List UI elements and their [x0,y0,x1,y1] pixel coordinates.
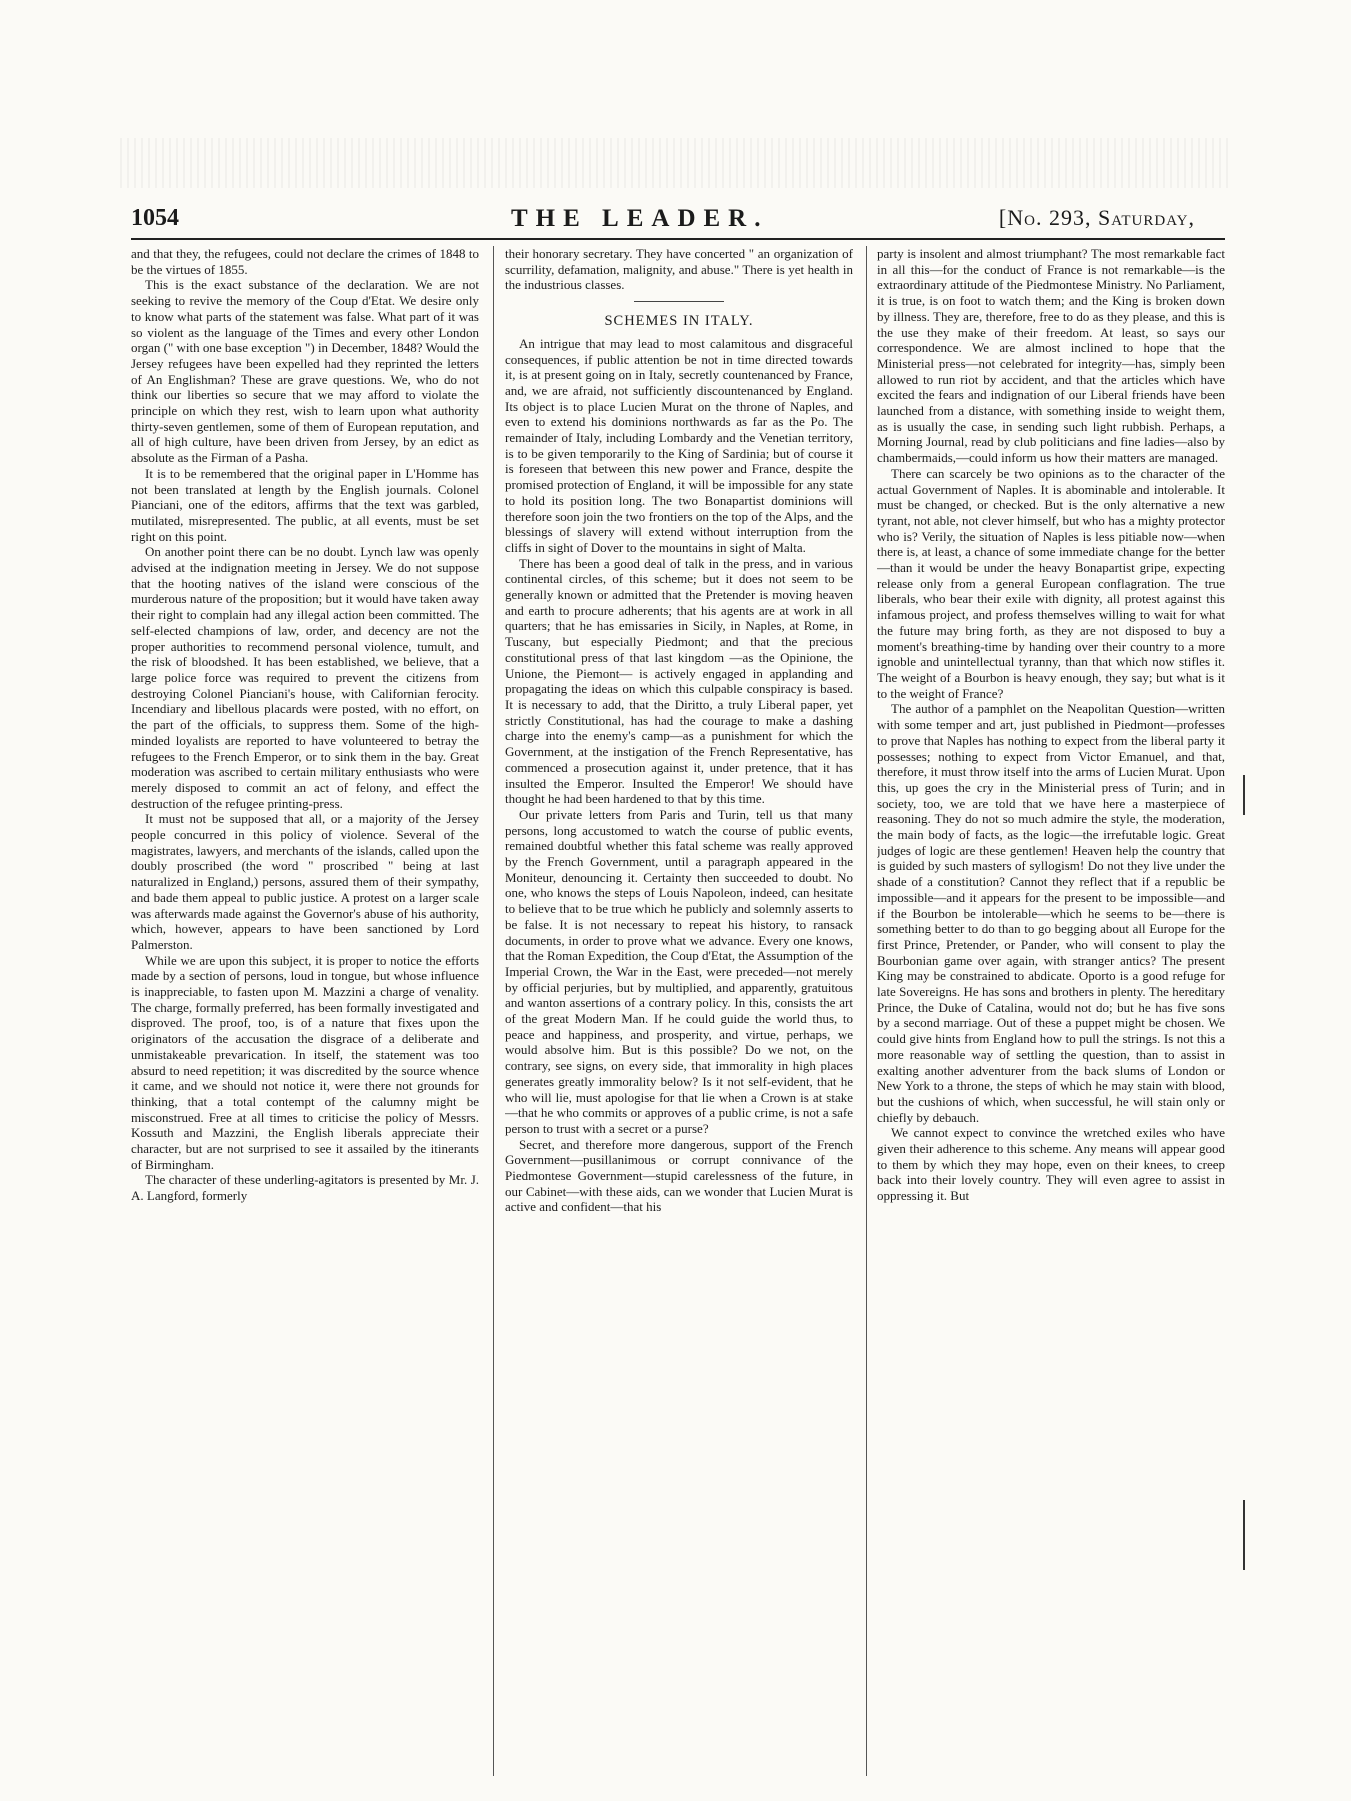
paragraph: On another point there can be no doubt. Lynch law was openly advised at the indignation meeting in Jersey. We do not suppose that the hooting natives of the island were conscious of the murderous nature of the proposition; but it would have taken away their right to complain had any illegal action been committed. The self-elected champions of law, order, and decency are not the proper authorities to recommend personal violence, tumult, and the risk of bloodshed. It has been established, we believe, that a large police force was required to prevent the citizens from destroying Colonel Pianciani's house, with Californian ferocity. Incendiary and libellous placards were posted, with no effort, on the part of the officials, to suppress them. Some of the high-minded loyalists are reported to have volunteered to betray the refugees to the French Emperor, or to sink them in the bay. Great moderation was ascribed to certain military enthusiasts who were merely disposed to commit an act of felony, and effect the destruction of the refugee printing-press. [131,544,479,811]
issue-label: [No. 293, Saturday, [998,205,1195,230]
column-divider [866,246,867,1776]
masthead-rule [131,238,1225,240]
paragraph: party is insolent and almost triumphant? The most remarkable fact in all this—for the conduct of France is not remarkable—is the extraordinary attitude of the Piedmontese Ministry. No Parliament, it is true, is on foot to watch them; and the King is broken down by illness. They are, therefore, free to do as they please, and this is the use they make of their freedom. At least, so says our correspondence. We are almost inclined to hope that the Ministerial press—not celebrated for integrity—has, simply been allowed to run riot by accident, and that the articles which have excited the fears and indignation of our Liberal friends have been launched from a distance, with something inside to weight them, as is usually the case, in sending such light rubbish. Perhaps, a Morning Journal, read by club politicians and fine ladies—also by chambermaids,—could inform us how their matters are managed. [877,246,1225,466]
margin-mark [1243,775,1245,815]
section-rule [634,301,724,302]
paragraph: Our private letters from Paris and Turin, tell us that many persons, long accustomed to watch the course of public events, remained doubtful whether this fatal scheme was really approved by the French Government, until a paragraph appeared in the Moniteur, denouncing it. Certainty then succeeded to doubt. No one, who knows the steps of Louis Napoleon, indeed, can hesitate to believe that to be true which he publicly and solemnly asserts to be false. It is not necessary to repeat his history, to ransack documents, in order to prove what we advance. Every one knows, that the Roman Expedition, the Coup d'Etat, the Assumption of the Imperial Crown, the War in the East, were preceded—not merely by official perjuries, but by multiplied, and apparently, gratuitous and wanton assertions of a contrary policy. In this, consists the art of the great Modern Man. If he could guide the world thus, to peace and happiness, and prosperity, and virtue, perhaps, we would absolve him. But is this possible? Do we not, on the contrary, see signs, on every side, that immorality in high places generates greatly immorality below? Is it not self-evident, that he who will lie, must apologise for that lie when a Crown is at stake—that he who commits or approves of a public crime, is not a safe person to trust with a secret or a purse? [505,806,853,1136]
page-number: 1054 [131,205,179,231]
paragraph: It must not be supposed that all, or a majority of the Jersey people concurred in this policy of violence. Several of the magistrates, lawyers, and merchants of the islands, called upon the doubly proscribed (the word " proscribed " being at last naturalized in England,) persons, assured them of their sympathy, and bade them appeal to public justice. A protest on a larger scale was afterwards made against the Governor's abuse of his authority, which, however, appears to have been sanctioned by Lord Palmerston. [131,811,479,952]
paragraph: Secret, and therefore more dangerous, support of the French Government—pusillanimous or corrupt connivance of the Piedmontese Government—stupid carelessness of the future, in our Cabinet—with these aids, can we wonder that Lucien Murat is active and confident—that his [505,1136,853,1215]
paragraph: This is the exact substance of the declaration. We are not seeking to revive the memory of the Coup d'Etat. We desire only to know what parts of the statement was false. What part of it was so violent as the language of the Times and every other London organ (" with one base exception ") in December, 1848? Would the Jersey refugees have been expelled had they reprinted the letters of An Englishman? These are grave questions. We, who do not think our liberties so secure that we may afford to violate the principle on which they rest, wish to learn upon what authority thirty-seven gentlemen, some of them of European reputation, and all of high culture, have been driven from Jersey, by an edict as absolute as the Firman of a Pasha. [131,277,479,466]
paragraph: There has been a good deal of talk in the press, and in various continental circles, of this scheme; but it does not seem to be generally known or admitted that the Pretender is moving heaven and earth to procure adherents; that his agents are at work in all quarters; that he has emissaries in Sicily, in Naples, at Rome, in Tuscany, but especially Piedmont; and that the precious constitutional press of that last kingdom —as the Opinione, the Unione, the Piemont— is actively engaged in applanding and propagating the ideas on which this culpable conspiracy is based. It is necessary to add, that the Diritto, a truly Liberal paper, yet strictly Constitutional, has had the courage to make a dashing charge into the enemy's camp—as a punishment for which the Government, at the instigation of the French Representative, has commenced a prosecution against it, under pretence, that it has insulted the Emperor. Insulted the Emperor! We should have thought he had been hardened to that by this time. [505,555,853,807]
column-2 [505,246,853,1786]
scan-artifact [120,138,1230,188]
paragraph: There can scarcely be two opinions as to the character of the actual Government of Naples. It is abominable and intolerable. It must be changed, or checked. But is the only alternative a new tyrant, not able, not clever himself, but who has a mighty protector who is? Verily, the situation of Naples is less pitiable now—when there is, at least, a chance of some immediate change for the better—than it would be under the heavy Bonapartist gripe, expecting release only from a general European conflagration. The true liberals, who bear their exile with dignity, all protest against this infamous project, and profess themselves willing to wait for what the future may bring forth, as they are not disposed to buy a moment's breathing-time by handing over their country to a more ignoble and unintellectual tyranny, than that which now stifles it. The weight of a Bourbon is heavy enough, they say; but what is it to the weight of France? [877,465,1225,701]
newspaper-title: THE LEADER. [511,205,769,232]
column-divider [493,246,494,1776]
paragraph: The character of these underling-agitators is presented by Mr. J. A. Langford, formerly [131,1172,479,1204]
paragraph: We cannot expect to convince the wretched exiles who have given their adherence to this scheme. Any means will appear good to them by which they may hope, even on their knees, to creep back into their lovely country. They will even agree to assist in oppressing it. But [877,1125,1225,1204]
masthead [131,205,1225,237]
column-3 [877,246,1225,1786]
section-heading: SCHEMES IN ITALY. [604,313,754,330]
margin-mark [1243,1500,1245,1570]
paragraph: their honorary secretary. They have concerted " an organization of scurrility, defamation, malignity, and abuse." There is yet health in the industrious classes. [505,246,853,293]
paragraph: It is to be remembered that the original paper in L'Homme has not been translated at length by the English journals. Colonel Pianciani, one of the editors, affirms that the text was garbled, mutilated, misrepresented. The public, at all events, must be set right on this point. [131,465,479,544]
paragraph: An intrigue that may lead to most calamitous and disgraceful consequences, if public attention be not in time directed towards it, is at present going on in Italy, secretly countenanced by France, and, we are afraid, not sufficiently discountenanced by England. Its object is to place Lucien Murat on the throne of Naples, and even to extend his dominions northwards as far as the Po. The remainder of Italy, including Lombardy and the Venetian territory, is to be given temporarily to the King of Sardinia; but of course it is foreseen that between this new power and France, despite the promised protection of England, it will be impossible for any state to hold its position long. The two Bonapartist dominions will therefore soon join the two frontiers on the top of the Alps, and the blessings of slavery will extend without interruption from the cliffs in sight of Dover to the mountains in sight of Malta. [505,335,853,555]
column-1 [131,246,479,1786]
paragraph: The author of a pamphlet on the Neapolitan Question—written with some temper and art, just published in Piedmont—professes to prove that Naples has nothing to expect from the liberal party it possesses; nothing to expect from Victor Emanuel, and that, therefore, it must throw itself into the arms of Lucien Murat. Upon this, up goes the cry in the Ministerial press of Turin; and in society, too, we are told that we have here a masterpiece of reasoning. They do not so much admire the style, the moderation, the main body of facts, as the logic—the irrefutable logic. Great judges of logic are these gentlemen! Heaven help the country that is guided by such masters of syllogism! Do not they live under the shade of a constitution? Cannot they reflect that if a republic be impossible—and it appears for the present to be impossible—and if the Bourbon be intolerable—which he seems to be—there is something better to do than to go begging about all Europe for the first Prince, Pretender, or Pander, who will consent to play the Bourbonian game over again, with stranger antics? The present King may be constrained to abdicate. Oporto is a good refuge for late Sovereigns. He has sons and brothers in plenty. The hereditary Prince, the Duke of Catalina, would not do; but he has five sons by a second marriage. Out of these a puppet might be chosen. We could give hints from England how to pull the strings. Is not this a more reasonable way of settling the question, than to assist in exalting another adventurer from the back slums of London or New York to a throne, the steps of which he may stain with blood, but the cushions of which, when successful, he will stain only or chiefly by debauch. [877,701,1225,1125]
paragraph: While we are upon this subject, it is proper to notice the efforts made by a section of persons, loud in tongue, but whose influence is inappreciable, to fasten upon M. Mazzini a charge of venality. The charge, formally preferred, has been formally investigated and disproved. The proof, too, is of a nature that fixes upon the originators of the accusation the disgrace of a deliberate and unmistakeable prevarication. In itself, the statement was too absurd to need repetition; it was discredited by the source whence it came, and we should not notice it, were there not grounds for thinking, that a total contempt of the calumny might be misconstrued. Free at all times to criticise the policy of Messrs. Kossuth and Mazzini, the English liberals appreciate their character, but are not surprised to see it assailed by the itinerants of Birmingham. [131,952,479,1172]
article-columns [131,246,1225,1786]
paragraph: and that they, the refugees, could not declare the crimes of 1848 to be the virtues of 1855. [131,246,479,277]
